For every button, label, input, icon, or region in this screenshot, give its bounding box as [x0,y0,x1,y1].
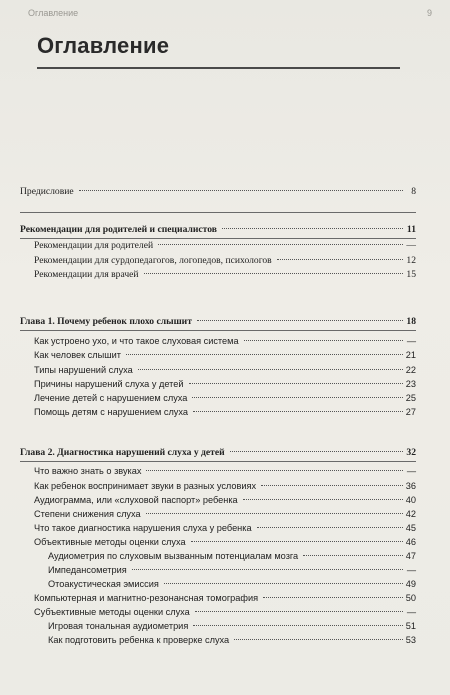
toc-entry-label: Типы нарушений слуха [34,365,133,375]
toc-entry-label: Субъективные методы оценки слуха [34,607,190,617]
toc-entry[interactable] [34,349,416,361]
toc-entry-page: 25 [405,393,416,403]
toc-entry-label: Степени снижения слуха [34,509,141,519]
toc-entry-label: Помощь детям с нарушением слуха [34,407,188,417]
toc-entry-label: Как подготовить ребенка к проверке слуха [48,635,230,645]
toc-entry-label: Импедансометрия [48,565,127,575]
toc-entry-label: Игровая тональная аудиометрия [48,621,189,631]
toc-entry-label: Компьютерная и магнитно-резонансная томография [34,593,259,603]
toc-subentry[interactable] [48,564,416,576]
toc-entry-page: 22 [405,365,416,375]
toc-entry[interactable] [34,364,416,376]
section-divider [20,238,416,239]
dot-leader [243,498,403,500]
toc-entry-page: 42 [405,509,416,519]
dot-leader [303,554,403,556]
toc-entry-page: 21 [405,350,416,360]
section-divider [20,330,416,331]
toc-entry-label: Глава 2. Диагностика нарушений слуха у детей [20,447,225,458]
toc-subentry[interactable] [48,634,416,646]
toc-entry[interactable] [34,536,416,548]
toc-entry-page: 40 [405,495,416,505]
toc-entry-page: 12 [406,255,416,266]
dot-leader [230,450,403,452]
dot-leader [144,272,403,274]
toc-entry[interactable] [34,378,416,390]
running-head [28,8,432,18]
toc-entry[interactable] [34,406,416,418]
toc-entry[interactable] [34,592,416,604]
dot-leader [164,582,403,584]
toc-entry-label: Отоакустическая эмиссия [48,579,159,589]
toc-entry[interactable] [34,255,416,267]
toc-entry-label: Как ребенок воспринимает звуки в разных условиях [34,481,257,491]
toc-entry-label: Объективные методы оценки слуха [34,537,186,547]
dot-leader [195,610,403,612]
dot-leader [263,596,403,598]
toc-entry-page: — [406,336,416,346]
toc-entry-page: 46 [405,537,416,547]
dot-leader [126,353,403,355]
dot-leader [234,638,403,640]
toc-entry-label: Лечение детей с нарушением слуха [34,393,188,403]
toc-entry-label: Что такое диагностика нарушения слуха у ребенка [34,523,252,533]
dot-leader [191,540,403,542]
toc-entry-page: — [406,607,416,617]
toc-entry[interactable] [34,508,416,520]
toc-entry[interactable] [34,335,416,347]
toc-entry[interactable] [34,494,416,506]
dot-leader [197,319,403,321]
toc-entry[interactable] [34,606,416,618]
page-title: Оглавление [37,33,170,58]
title-underline [37,67,400,69]
toc-subentry[interactable] [48,620,416,632]
toc-entry-page: 53 [405,635,416,645]
toc-entry[interactable] [34,240,416,252]
running-head-page-number: 9 [426,8,432,18]
toc-entry-page: 32 [406,447,416,458]
toc-chapter-1[interactable] [20,316,416,328]
toc-entry[interactable] [34,392,416,404]
toc-entry-page: — [406,466,416,476]
toc-entry-label: Рекомендации для сурдопедагогов, логопедов, психологов [34,255,272,266]
toc-entry-page: 8 [411,186,416,197]
toc-entry-label: Аудиометрия по слуховым вызванным потенциалам мозга [48,551,299,561]
toc-entry-page: 11 [406,224,416,235]
toc-entry-page: 51 [405,621,416,631]
toc-entry-page: 27 [405,407,416,417]
toc-subentry[interactable] [48,550,416,562]
dot-leader [257,526,403,528]
toc-entry-label: Рекомендации для родителей [34,240,154,251]
toc-entry-page: — [406,565,416,575]
toc-chapter-2[interactable] [20,447,416,459]
section-divider [20,461,416,462]
dot-leader [146,512,403,514]
toc-entry[interactable] [34,522,416,534]
toc-entry-page: — [406,240,416,251]
toc-entry-page: 50 [405,593,416,603]
dot-leader [146,469,403,471]
toc-entry-label: Как человек слышит [34,350,121,360]
toc-entry-label: Аудиограмма, или «слуховой паспорт» ребенка [34,495,238,505]
toc-entry-label: Как устроено ухо, и что такое слуховая система [34,336,239,346]
toc-entry-label: Рекомендации для врачей [34,269,139,280]
dot-leader [79,189,403,191]
toc-subentry[interactable] [48,578,416,590]
toc-entry-page: 49 [405,579,416,589]
dot-leader [158,243,403,245]
dot-leader [192,396,402,398]
dot-leader [138,368,403,370]
section-divider [20,212,416,213]
toc-entry-page: 15 [406,269,416,280]
toc-entry[interactable] [34,480,416,492]
toc-entry-label: Что важно знать о звуках [34,466,142,476]
toc-section-recommendations[interactable] [20,224,416,236]
toc-entry-label: Предисловие [20,186,74,197]
toc-entry[interactable] [34,465,416,477]
dot-leader [132,568,403,570]
toc-entry-page: 18 [406,316,416,327]
toc-entry-page: 36 [405,481,416,491]
dot-leader [189,382,403,384]
toc-entry-page: 45 [405,523,416,533]
toc-entry-label: Рекомендации для родителей и специалистов [20,224,217,235]
toc-entry-page: 23 [405,379,416,389]
toc-entry[interactable] [34,269,416,281]
toc-entry-preface[interactable] [20,186,416,198]
running-head-title: Оглавление [28,8,79,18]
toc-entry-page: 47 [405,551,416,561]
dot-leader [244,339,403,341]
dot-leader [261,484,403,486]
dot-leader [222,227,403,229]
dot-leader [277,258,403,260]
toc-entry-label: Причины нарушений слуха у детей [34,379,184,389]
dot-leader [193,624,402,626]
toc-entry-label: Глава 1. Почему ребенок плохо слышит [20,316,192,327]
dot-leader [193,410,403,412]
